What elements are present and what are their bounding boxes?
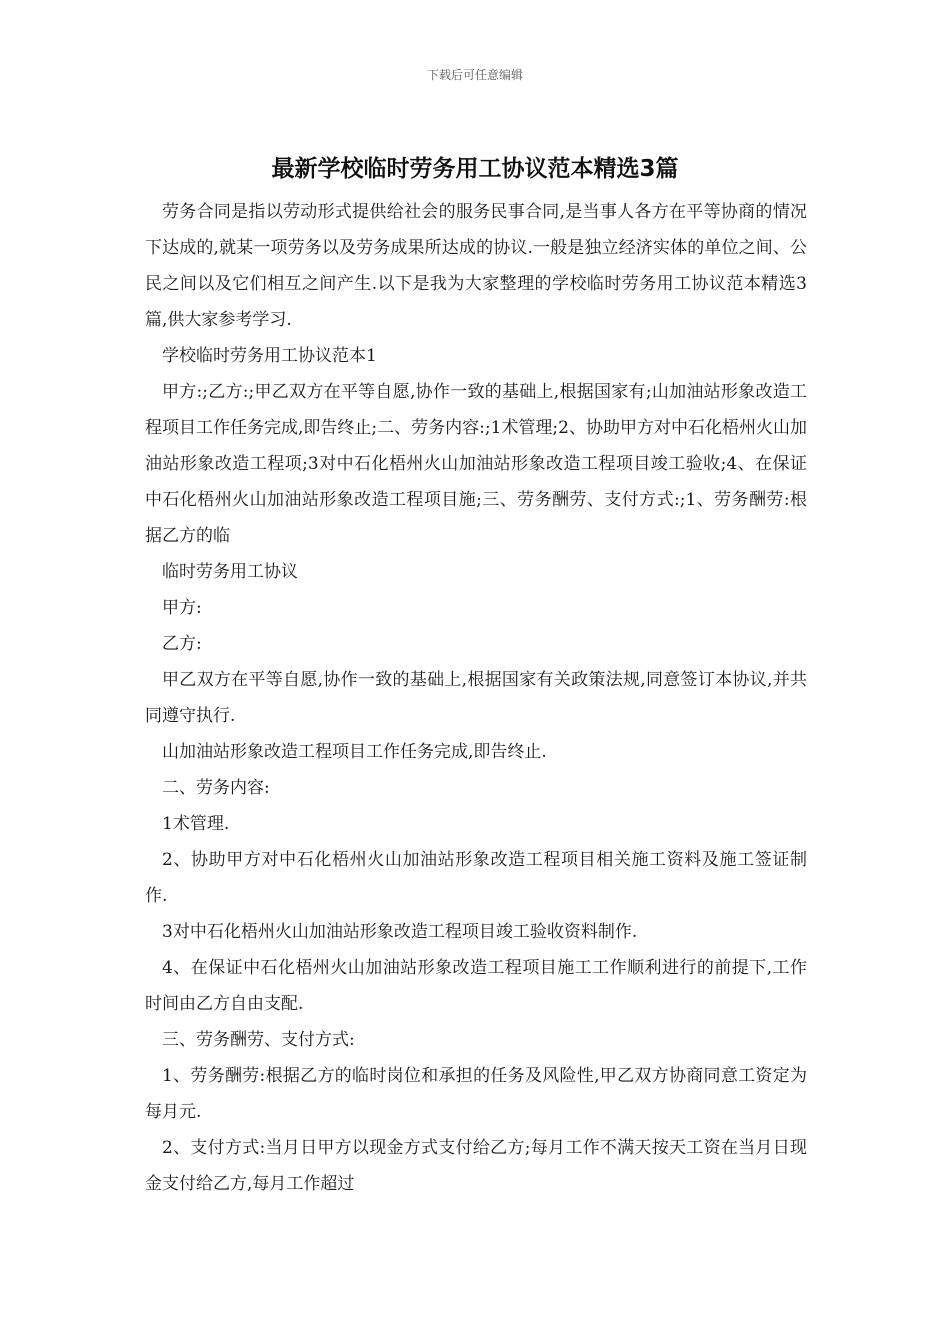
clause-heading: 二、劳务内容: [162,778,270,798]
clause-item: 2、支付方式:当月日甲方以现金方式支付给乙方;每月工作不满天按天工资在当月日现金支付给乙方,每月工作超过 [145,1138,807,1194]
party-a-line: 甲方: [162,598,202,618]
summary-paragraph: 甲方:;乙方:;甲乙双方在平等自愿,协作一致的基础上,根据国家有;山加油站形象改造工程项目工作任务完成,即告终止;二、劳务内容:;1术管理;2、协助甲方对中石化梧州火山加油站形象改造工程项;3对中石化梧州火山加油站形象改造工程项目竣工验收;4、在保证中石化梧州火山加油站形象改造工程项目施;三、劳务酬劳、支付方式:;1、劳务酬劳:根据乙方的临 [145,382,807,546]
agreement-heading: 临时劳务用工协议 [162,562,298,582]
intro-paragraph: 劳务合同是指以劳动形式提供给社会的服务民事合同,是当事人各方在平等协商的情况下达成的,就某一项劳务以及劳务成果所达成的协议.一般是独立经济实体的单位之间、公民之间以及它们相互之间产生.以下是我为大家整理的学校临时劳务用工协议范本精选3篇,供大家参考学习. [145,202,807,330]
document-body [145,194,807,1202]
section-heading: 学校临时劳务用工协议范本1 [162,346,377,366]
document-title: 最新学校临时劳务用工协议范本精选3篇 [271,156,679,182]
clause-item: 3对中石化梧州火山加油站形象改造工程项目竣工验收资料制作. [162,922,638,942]
clause-heading: 三、劳务酬劳、支付方式: [162,1030,355,1050]
agreement-paragraph: 甲乙双方在平等自愿,协作一致的基础上,根据国家有关政策法规,同意签订本协议,并共同遵守执行. [145,670,807,726]
clause-item: 2、协助甲方对中石化梧州火山加油站形象改造工程项目相关施工资料及施工签证制作. [145,850,807,906]
header-note: 下载后可任意编辑 [426,68,523,82]
agreement-paragraph: 山加油站形象改造工程项目工作任务完成,即告终止. [162,742,547,762]
clause-item: 4、在保证中石化梧州火山加油站形象改造工程项目施工工作顺利进行的前提下,工作时间由乙方自由支配. [145,958,807,1014]
clause-item: 1术管理. [162,814,230,834]
party-b-line: 乙方: [162,634,202,654]
clause-item: 1、劳务酬劳:根据乙方的临时岗位和承担的任务及风险性,甲乙双方协商同意工资定为每月元. [145,1066,807,1122]
